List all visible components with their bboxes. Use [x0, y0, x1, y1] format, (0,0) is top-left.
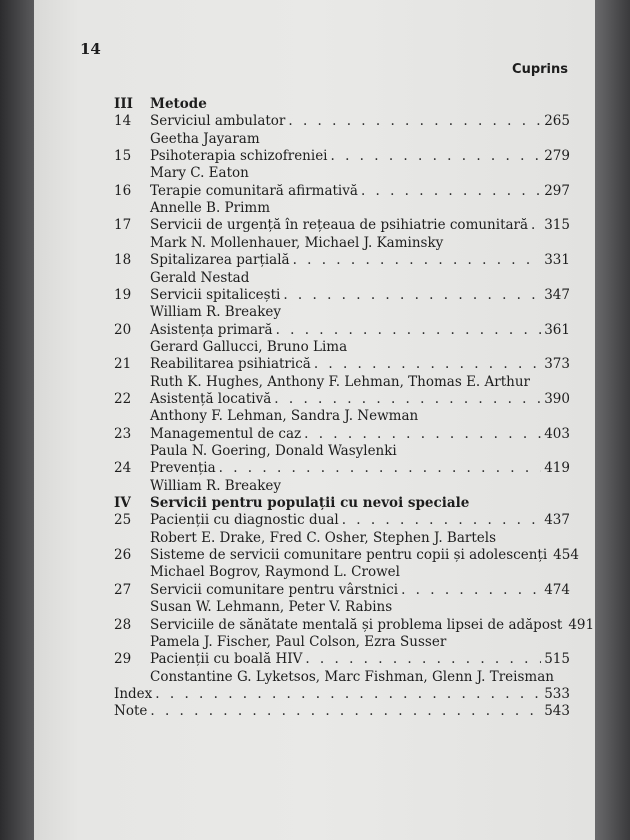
dot-leader — [304, 426, 541, 443]
chapter-author: Robert E. Drake, Fred C. Osher, Stephen J. Bartels — [150, 529, 497, 546]
chapter-title: Terapie comunitară afirmativă — [150, 182, 358, 199]
chapter-number: 20 — [114, 321, 132, 338]
chapter-title: Psihoterapia schizofreniei — [150, 148, 328, 165]
chapter-number: 18 — [114, 252, 132, 269]
page-ref: 403 — [544, 425, 570, 442]
toc-entry[interactable] — [114, 148, 570, 166]
dot-leader — [283, 287, 541, 304]
page-ref: 347 — [544, 286, 570, 303]
toc-back-matter[interactable] — [114, 703, 570, 721]
toc-back-matter[interactable] — [114, 686, 570, 704]
chapter-title: Servicii comunitare pentru vârstnici — [150, 581, 399, 598]
part-title-row — [150, 495, 570, 512]
chapter-number: 15 — [114, 148, 132, 165]
chapter-author: Annelle B. Primm — [150, 200, 271, 217]
chapter-title-row — [150, 547, 579, 564]
dot-leader — [305, 651, 541, 668]
toc-author-line — [114, 599, 570, 617]
page-ref: 491 — [568, 616, 595, 633]
chapter-number: 29 — [114, 651, 132, 668]
running-head: Cuprins — [512, 62, 568, 77]
chapter-author: Pamela J. Fischer, Paul Colson, Ezra Susser — [150, 633, 447, 650]
chapter-number: 16 — [114, 182, 132, 199]
page-ref: 390 — [544, 390, 570, 407]
chapter-title-row — [150, 616, 595, 634]
chapter-title-row — [150, 113, 570, 130]
page-ref: 315 — [544, 217, 570, 234]
toc-author-line — [114, 131, 570, 149]
dot-leader — [276, 322, 542, 339]
chapter-title-row — [150, 512, 570, 529]
dot-leader — [314, 356, 541, 373]
dot-leader — [293, 252, 542, 269]
toc-author-line — [114, 478, 570, 496]
toc-entry[interactable] — [114, 582, 570, 600]
chapter-title-row — [150, 391, 570, 408]
page-ref: 543 — [544, 703, 570, 720]
chapter-number: 21 — [114, 356, 132, 373]
chapter-title-row — [150, 460, 570, 477]
chapter-title: Serviciile de sănătate mentală și problema lipsei de adăpost — [150, 616, 563, 633]
chapter-number: 17 — [114, 217, 132, 234]
chapter-number: 22 — [114, 390, 132, 407]
part-number: IV — [114, 495, 131, 512]
dot-leader — [274, 391, 541, 408]
part-title: Metode — [150, 96, 207, 112]
back-matter-title: Note — [114, 703, 148, 720]
page-number: 14 — [80, 40, 101, 58]
toc-author-line — [114, 530, 570, 548]
part-title: Servicii pentru populații cu nevoi speciale — [150, 495, 470, 512]
toc-author-line — [114, 408, 570, 426]
toc-author-line — [114, 374, 570, 392]
dot-leader — [219, 460, 542, 477]
chapter-number: 19 — [114, 286, 132, 303]
chapter-author: Anthony F. Lehman, Sandra J. Newman — [150, 408, 419, 425]
back-matter-row — [114, 703, 570, 720]
page-ref: 419 — [544, 460, 570, 477]
toc-author-line — [114, 200, 570, 218]
dot-leader — [401, 582, 541, 599]
chapter-title-row — [150, 426, 570, 443]
chapter-author: Constantine G. Lyketsos, Marc Fishman, Glenn J. Treisman — [150, 668, 554, 685]
page-ref: 265 — [544, 113, 570, 130]
page-ref: 515 — [544, 651, 570, 668]
chapter-author: Gerard Gallucci, Bruno Lima — [150, 338, 348, 355]
toc-part-heading — [114, 495, 570, 513]
book-page — [34, 0, 595, 840]
chapter-title: Reabilitarea psihiatrică — [150, 356, 311, 373]
chapter-title-row — [150, 651, 570, 668]
chapter-title-row — [150, 582, 570, 599]
page-ref: 373 — [544, 356, 570, 373]
toc-entry[interactable] — [114, 651, 570, 669]
chapter-title: Managementul de caz — [150, 425, 302, 442]
chapter-author: Michael Bogrov, Raymond L. Crowel — [150, 564, 400, 581]
page-ref: 331 — [544, 252, 570, 269]
chapter-author: William R. Breakey — [150, 477, 282, 494]
toc-entry[interactable] — [114, 287, 570, 305]
dot-leader — [342, 512, 542, 529]
toc-entry[interactable] — [114, 426, 570, 444]
back-matter-row — [114, 686, 570, 703]
chapter-number: 25 — [114, 512, 132, 529]
chapter-number: 26 — [114, 547, 132, 564]
chapter-number: 28 — [114, 616, 132, 633]
page-ref: 474 — [544, 581, 570, 598]
chapter-author: William R. Breakey — [150, 304, 282, 321]
toc-author-line — [114, 304, 570, 322]
toc-author-line — [114, 669, 570, 687]
chapter-author: Paula N. Goering, Donald Wasylenki — [150, 443, 397, 459]
chapter-author: Gerald Nestad — [150, 269, 250, 286]
toc-entry[interactable] — [114, 512, 570, 530]
chapter-title: Pacienții cu diagnostic dual — [150, 512, 339, 529]
dot-leader — [331, 148, 542, 165]
book-gutter-left — [0, 0, 34, 840]
page-ref: 361 — [544, 321, 570, 338]
toc-author-line — [114, 564, 570, 582]
chapter-number: 27 — [114, 581, 132, 598]
toc-author-line — [114, 270, 570, 288]
chapter-title: Pacienții cu boală HIV — [150, 651, 303, 668]
chapter-title-row — [150, 287, 570, 304]
chapter-author: Ruth K. Hughes, Anthony F. Lehman, Thomas E. Arthur — [150, 373, 530, 390]
chapter-number: 14 — [114, 113, 132, 130]
toc-entry[interactable] — [114, 616, 595, 635]
back-matter-title: Index — [114, 685, 153, 702]
page-ref: 533 — [544, 685, 570, 702]
toc-entry[interactable] — [114, 217, 570, 235]
dot-leader — [288, 113, 541, 130]
chapter-title: Servicii de urgență în rețeaua de psihiatrie comunitară — [150, 217, 529, 234]
chapter-title-row — [150, 148, 570, 165]
toc-author-line — [114, 443, 570, 461]
chapter-title: Serviciul ambulator — [150, 113, 286, 130]
chapter-author: Susan W. Lehmann, Peter V. Rabins — [150, 599, 393, 616]
chapter-number: 23 — [114, 425, 132, 442]
book-edge-right — [595, 0, 630, 840]
page-ref: 279 — [544, 148, 570, 165]
chapter-title: Prevenția — [150, 460, 216, 477]
dot-leader — [531, 217, 541, 234]
toc-entry[interactable] — [114, 113, 570, 131]
toc-entry[interactable] — [114, 252, 570, 270]
dot-leader — [150, 703, 541, 720]
page-ref: 297 — [544, 182, 570, 199]
chapter-title-row — [150, 252, 570, 269]
toc-author-line — [114, 339, 570, 357]
toc-author-line — [114, 165, 570, 183]
chapter-number: 24 — [114, 460, 132, 477]
chapter-title-row — [150, 183, 570, 200]
toc-entry[interactable] — [114, 547, 579, 565]
page-ref: 437 — [544, 512, 570, 529]
chapter-title: Asistență locativă — [150, 390, 272, 407]
toc-entry[interactable] — [114, 356, 570, 374]
dot-leader — [155, 686, 541, 703]
page-ref: 454 — [553, 547, 579, 564]
chapter-title: Sisteme de servicii comunitare pentru copii și adolescenți — [150, 547, 548, 564]
toc-entry[interactable] — [114, 183, 570, 201]
toc-entry[interactable] — [114, 322, 570, 340]
part-title-row — [150, 96, 570, 113]
chapter-title: Asistența primară — [150, 321, 273, 338]
toc-author-line — [114, 634, 570, 652]
dot-leader — [361, 183, 541, 200]
toc-author-line — [114, 235, 570, 253]
chapter-author: Mary C. Eaton — [150, 165, 249, 182]
chapter-title-row — [150, 356, 570, 373]
chapter-title-row — [150, 322, 570, 339]
chapter-title-row — [150, 217, 570, 234]
chapter-title: Servicii spitalicești — [150, 286, 281, 303]
toc-part-heading — [114, 96, 570, 114]
toc-entry[interactable] — [114, 391, 570, 409]
part-number: III — [114, 96, 133, 112]
chapter-author: Geetha Jayaram — [150, 130, 260, 147]
toc-entry[interactable] — [114, 460, 570, 478]
chapter-title: Spitalizarea parțială — [150, 252, 290, 269]
chapter-author: Mark N. Mollenhauer, Michael J. Kaminsky — [150, 234, 444, 251]
